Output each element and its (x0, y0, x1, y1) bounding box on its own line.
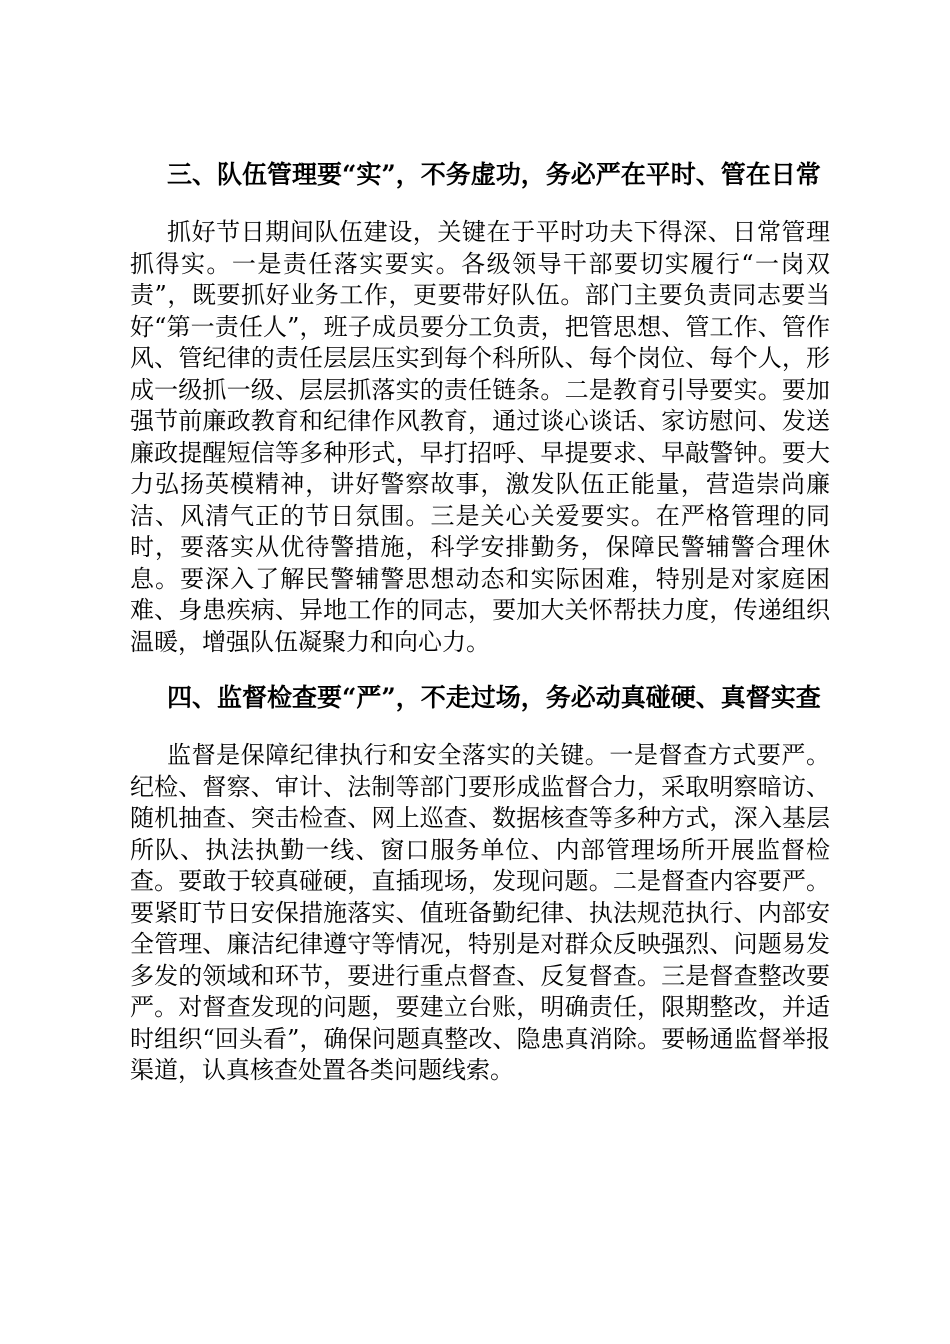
section-four-body: 监督是保障纪律执行和安全落实的关键。一是督查方式要严。纪检、督察、审计、法制等部门要形成监督合力，采取明察暗访、随机抽查、突击检查、网上巡查、数据核查等多种方式，深入基层所队、执法执勤一线、窗口服务单位、内部管理场所开展监督检查。要敢于较真碰硬，直插现场，发现问题。二是督查内容要严。要紧盯节日安保措施落实、值班备勤纪律、执法规范执行、内部安全管理、廉洁纪律遵守等情况，特别是对群众反映强烈、问题易发多发的领域和环节，要进行重点督查、反复督查。三是督查整改要严。对督查发现的问题，要建立台账，明确责任，限期整改，并适时组织“回头看”，确保问题真整改、隐患真消除。要畅通监督举报渠道，认真核查处置各类问题线索。 (130, 741, 830, 1084)
section-three-body: 抓好节日期间队伍建设，关键在于平时功夫下得深、日常管理抓得实。一是责任落实要实。各级领导干部要切实履行“一岗双责”，既要抓好业务工作，更要带好队伍。部门主要负责同志要当好“第一责任人”，班子成员要分工负责，把管思想、管工作、管作风、管纪律的责任层层压实到每个科所队、每个岗位、每个人，形成一级抓一级、层层抓落实的责任链条。二是教育引导要实。要加强节前廉政教育和纪律作风教育，通过谈心谈话、家访慰问、发送廉政提醒短信等多种形式，早打招呼、早提要求、早敲警钟。要大力弘扬英模精神，讲好警察故事，激发队伍正能量，营造崇尚廉洁、风清气正的节日氛围。三是关心关爱要实。在严格管理的同时，要落实从优待警措施，科学安排勤务，保障民警辅警合理休息。要深入了解民警辅警思想动态和实际困难，特别是对家庭困难、身患疾病、异地工作的同志，要加大关怀帮扶力度，传递组织温暖，增强队伍凝聚力和向心力。 (130, 218, 830, 656)
section-three-heading: 三、队伍管理要“实”，不务虚功，务必严在平时、管在日常 (167, 160, 821, 189)
document-page (130, 158, 830, 1087)
section-four-heading: 四、监督检查要“严”，不走过场，务必动真碰硬、真督实查 (167, 683, 821, 712)
